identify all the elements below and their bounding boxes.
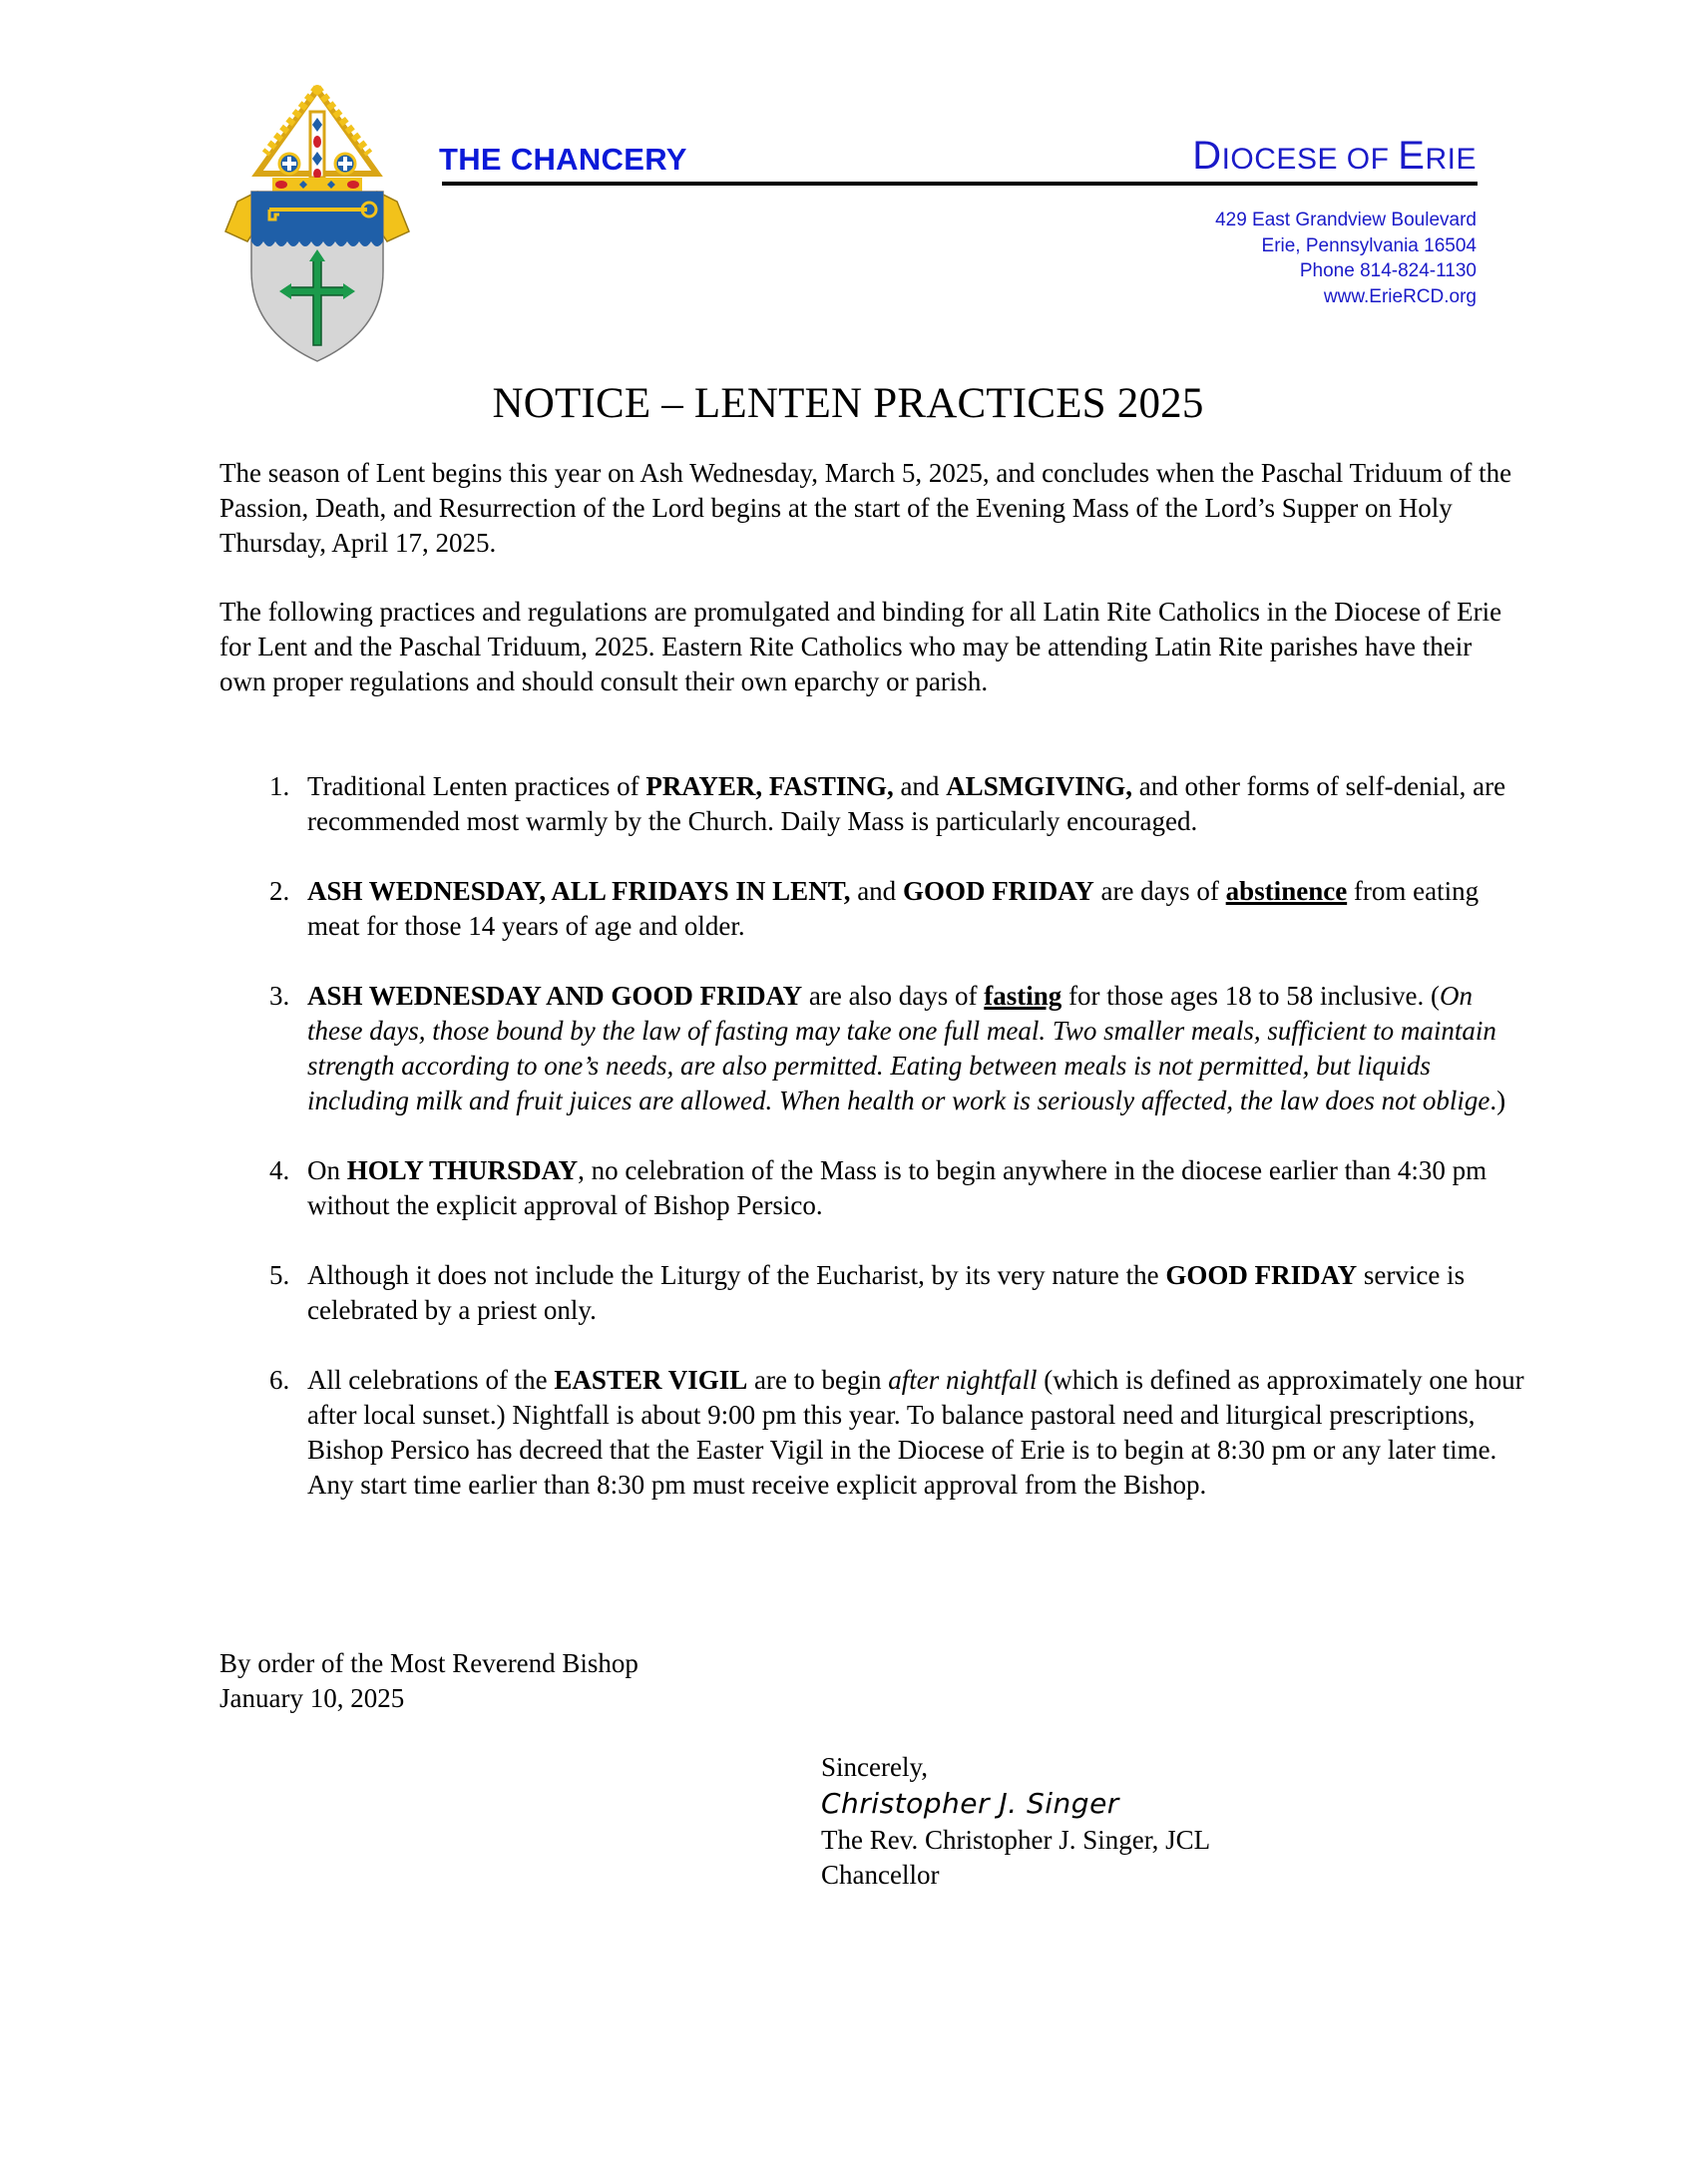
text-segment: , no celebration of the Mass is to begin anywhere in the diocese earlier than 4:30 pm without the explicit approval of Bishop Persico. xyxy=(307,1155,1487,1220)
signer-name: The Rev. Christopher J. Singer, JCL xyxy=(821,1825,1211,1855)
emphasis-italic: On these days, those bound by the law of fasting may take one full meal. Two smaller meals, sufficient to maintain strength according to one’s needs, are also permitted. Eating between meals is not permitted, but liquids including milk and fruit juices are allowed. When health or work is seriously affected, the law does not oblige xyxy=(307,981,1496,1115)
emphasis-bold: HOLY THURSDAY xyxy=(346,1155,579,1185)
text-segment: and other forms of self-denial, are recommended most warmly by the Church. Daily Mass is particularly encouraged. xyxy=(307,771,1506,836)
diocese-name-part: IOCESE OF xyxy=(1221,143,1399,176)
item-number: 6. xyxy=(269,1365,290,1395)
order-date: January 10, 2025 xyxy=(219,1683,405,1713)
item-number: 1. xyxy=(269,771,290,801)
item-number: 4. xyxy=(269,1155,290,1185)
text-segment: from eating meat for those 14 years of age and older. xyxy=(307,876,1480,941)
emphasis-bold: ASH WEDNESDAY, ALL FRIDAYS IN LENT, xyxy=(307,876,851,906)
diocese-name-part: RIE xyxy=(1425,143,1477,176)
item-text xyxy=(307,874,1526,944)
text-segment: On xyxy=(307,1155,347,1185)
text-segment: service is celebrated by a priest only. xyxy=(307,1260,1466,1325)
text-segment: are to begin xyxy=(747,1365,889,1395)
text-segment: Although it does not include the Liturgy of the Eucharist, by its very nature the xyxy=(307,1260,1166,1290)
text-segment: All celebrations of the xyxy=(307,1365,555,1395)
emphasis-italic: after nightfall xyxy=(888,1365,1038,1395)
address-block xyxy=(1215,208,1477,309)
practice-item xyxy=(219,1153,1516,1223)
phone-number: Phone 814-824-1130 xyxy=(1299,260,1477,281)
emphasis-underline: abstinence xyxy=(1225,876,1348,906)
item-text xyxy=(307,769,1526,839)
item-text xyxy=(307,1153,1526,1223)
text-segment: and xyxy=(850,876,903,906)
item-number: 2. xyxy=(269,876,290,906)
item-text xyxy=(307,979,1526,1118)
diocese-name-part: D xyxy=(1192,134,1222,178)
notice-title: NOTICE – LENTEN PRACTICES 2025 xyxy=(492,380,1204,427)
practice-item xyxy=(219,1258,1516,1328)
practices-list xyxy=(219,769,1524,1537)
emphasis-bold: GOOD FRIDAY xyxy=(1165,1260,1358,1290)
closing-block xyxy=(821,1750,1210,1893)
emphasis-bold: ASH WEDNESDAY AND GOOD FRIDAY xyxy=(307,981,803,1011)
practice-item xyxy=(219,874,1516,944)
item-text xyxy=(307,1363,1526,1503)
text-segment: are also days of xyxy=(802,981,985,1011)
emphasis-bold: PRAYER, FASTING, xyxy=(645,771,894,801)
text-segment: .) xyxy=(1489,1086,1506,1115)
practice-item xyxy=(219,979,1516,1118)
order-block xyxy=(219,1646,638,1716)
signer-title: Chancellor xyxy=(821,1860,940,1890)
emphasis-bold: GOOD FRIDAY xyxy=(902,876,1094,906)
intro-paragraph: The season of Lent begins this year on Ash Wednesday, March 5, 2025, and concludes when the Paschal Triduum of the Passion, Death, and Resurrection of the Lord begins at the start of the Evening Mass of the Lord’s Supper on Holy Thursday, April 17, 2025. xyxy=(219,458,1512,558)
city-state-zip: Erie, Pennsylvania 16504 xyxy=(1261,234,1477,256)
order-line: By order of the Most Reverend Bishop xyxy=(219,1648,638,1678)
text-segment: Traditional Lenten practices of xyxy=(307,771,646,801)
text-segment: and xyxy=(893,771,947,801)
regulations-paragraph: The following practices and regulations are promulgated and binding for all Latin Rite Catholics in the Diocese of Erie for Lent and the Paschal Triduum, 2025. Eastern Rite Catholics who may be attending Latin Rite parishes have their own proper regulations and should consult their own eparchy or parish. xyxy=(219,597,1502,696)
header-divider xyxy=(442,182,1478,186)
item-number: 5. xyxy=(269,1260,290,1290)
salutation: Sincerely, xyxy=(821,1752,928,1782)
practice-item xyxy=(219,769,1516,839)
diocese-name-part: E xyxy=(1398,134,1426,178)
signature: Christopher J. Singer xyxy=(821,1787,1119,1820)
diocese-name xyxy=(1192,134,1477,179)
website-link[interactable]: www.ErieRCD.org xyxy=(1323,285,1477,307)
emphasis-underline: fasting xyxy=(984,981,1062,1011)
diocese-crest-icon xyxy=(217,82,417,371)
practice-item xyxy=(219,1363,1524,1503)
text-segment: for those ages 18 to 58 inclusive. ( xyxy=(1061,981,1440,1011)
emphasis-bold: EASTER VIGIL xyxy=(554,1365,748,1395)
text-segment: (which is defined as approximately one hour after local sunset.) Nightfall is about 9:00 pm this year. To balance pastoral need and liturgical prescriptions, Bishop Persico has decreed that the Easter Vigil in the Diocese of Erie is to begin at 8:30 pm or any later time. Any start time earlier than 8:30 pm must receive explicit approval from the Bishop. xyxy=(307,1365,1524,1500)
item-text xyxy=(307,1258,1526,1328)
text-segment: are days of xyxy=(1093,876,1226,906)
emphasis-bold: ALSMGIVING, xyxy=(946,771,1132,801)
chancery-heading: THE CHANCERY xyxy=(439,142,687,177)
street-address: 429 East Grandview Boulevard xyxy=(1215,210,1477,230)
item-number: 3. xyxy=(269,981,290,1011)
